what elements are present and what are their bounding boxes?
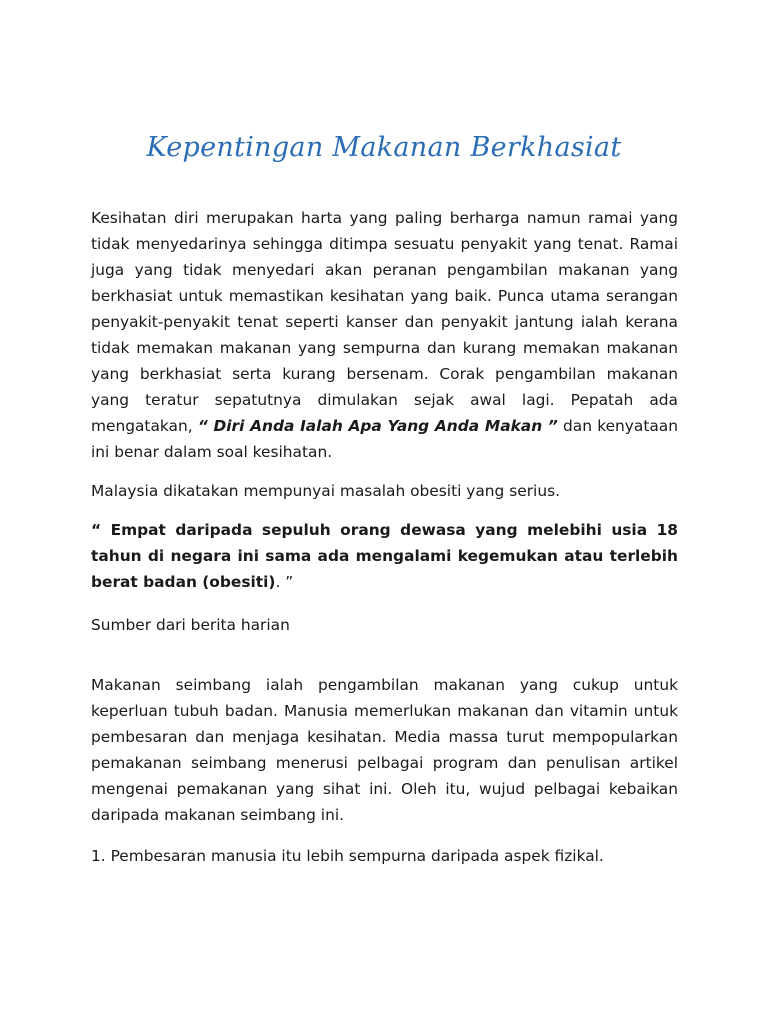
statistic-quote-text: “ Empat daripada sepuluh orang dewasa yang melebihi usia 18 tahun di negara ini sama ada mengalami kegemukan atau terlebih berat badan (obesiti) — [91, 521, 678, 591]
statistic-quote-close: . ” — [275, 573, 294, 591]
source-note: Sumber dari berita harian — [91, 616, 290, 634]
paragraph-balanced-diet: Makanan seimbang ialah pengambilan makanan yang cukup untuk keperluan tubuh badan. Manusia memerlukan makanan dan vitamin untuk pembesaran dan menjaga kesihatan. Media massa turut mempopularkan pemakanan seimbang menerusi pelbagai program dan penulisan artikel mengenai pemakanan yang sihat ini. Oleh itu, wujud pelbagai kebaikan daripada makanan seimbang ini. — [91, 676, 678, 824]
paragraph-text: Kesihatan diri merupakan harta yang paling berharga namun ramai yang tidak menyedarinya sehingga ditimpa sesuatu penyakit yang tenat. Ramai juga yang tidak menyedari akan peranan pengambilan makanan yang berkhasiat untuk memastikan kesihatan yang baik. Punca utama serangan penyakit-penyakit tenat seperti kanser dan penyakit jantung ialah kerana tidak memakan makanan yang sempurna dan kurang memakan makanan yang berkhasiat serta kurang bersenam. Corak pengambilan makanan yang teratur sepatutnya dimulakan sejak awal lagi. Pepatah ada mengatakan, — [91, 209, 678, 435]
paragraph-health-importance — [91, 205, 678, 465]
paragraph-obesity: Malaysia dikatakan mempunyai masalah obesiti yang serius. — [91, 482, 560, 500]
list-item-1: 1. Pembesaran manusia itu lebih sempurna daripada aspek fizikal. — [91, 847, 604, 865]
obesity-statistic-quote — [91, 517, 678, 595]
paragraph-text-after-quote: dan kenyataan ini benar dalam soal kesihatan. — [91, 417, 678, 461]
proverb-quote: “ Diri Anda Ialah Apa Yang Anda Makan ” — [197, 417, 558, 435]
document-title: Kepentingan Makanan Berkhasiat — [146, 132, 622, 163]
